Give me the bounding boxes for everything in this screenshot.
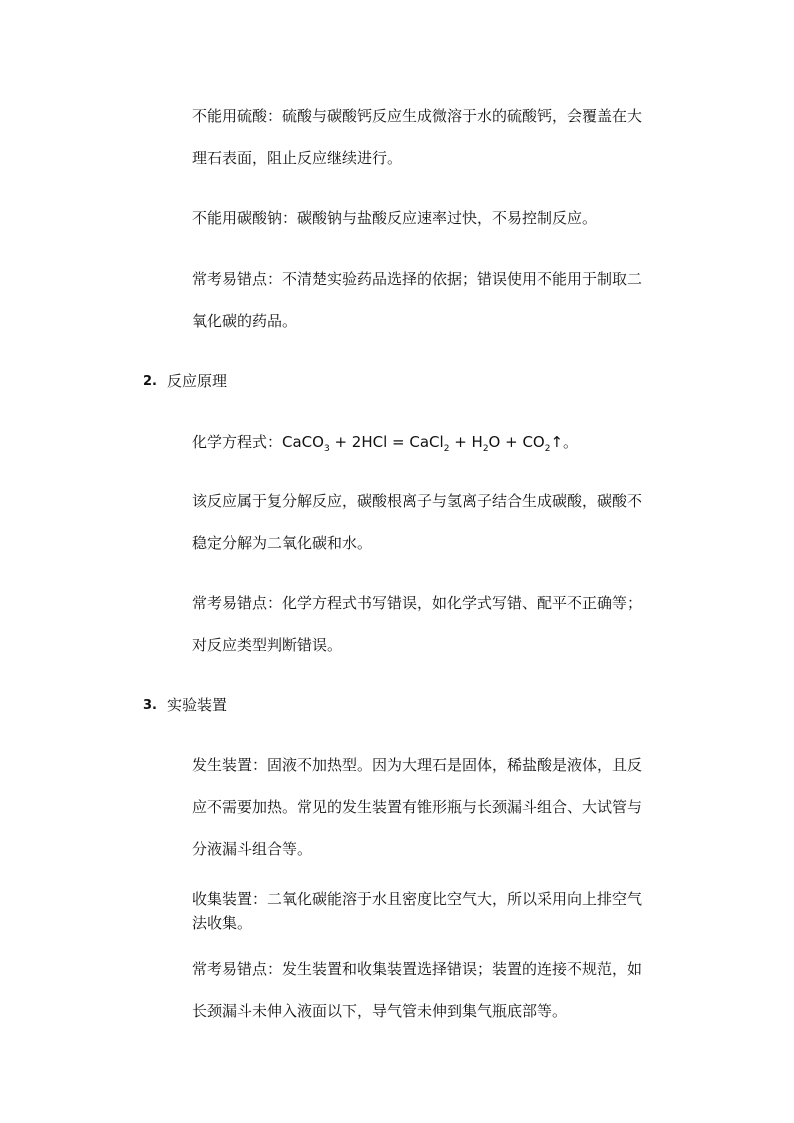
equation-label: 化学方程式： (192, 433, 283, 451)
reaction-line-1: 该反应属于复分解反应，碳酸根离子与氢离子结合生成碳酸，碳酸不 (192, 492, 643, 510)
collector-line-1: 收集装置：二氧化碳能溶于水且密度比空气大，所以采用向上排空气 (192, 890, 643, 908)
generator-line-2: 应不需要加热。常见的发生装置有锥形瓶与长颈漏斗组合、大试管与 (192, 798, 643, 816)
mistake-1-line-2: 氧化碳的药品。 (192, 312, 298, 330)
equation-sub-2b: 2 (482, 444, 489, 454)
equation-caco: CaCO (282, 433, 324, 451)
chemical-equation (192, 432, 578, 452)
mistake-2-line-2: 对反应类型判断错误。 (192, 636, 343, 654)
collector-line-2: 法收集。 (192, 914, 253, 932)
generator-line-3: 分液漏斗组合等。 (192, 840, 313, 858)
section-2-number: 2. (143, 374, 157, 389)
equation-o-plus-co: O + CO (488, 433, 545, 451)
section-2-title: 反应原理 (167, 372, 228, 390)
section-3-title: 实验装置 (167, 696, 228, 714)
mistake-1-line-1: 常考易错点：不清楚实验药品选择的依据；错误使用不能用于制取二 (192, 270, 643, 288)
mistake-3-line-2: 长颈漏斗未伸入液面以下，导气管未伸到集气瓶底部等。 (192, 1002, 568, 1020)
sulfuric-line-2: 理石表面，阻止反应继续进行。 (192, 149, 403, 167)
generator-line-1: 发生装置：固液不加热型。因为大理石是固体，稀盐酸是液体，且反 (192, 756, 643, 774)
equation-sub-3: 3 (323, 444, 330, 454)
equation-sub-2c: 2 (544, 444, 551, 454)
equation-end: ↑。 (550, 433, 579, 451)
sodium-carbonate-line-1: 不能用碳酸钠：碳酸钠与盐酸反应速率过快，不易控制反应。 (192, 209, 598, 227)
equation-plus-hcl: + 2HCl = CaCl (329, 433, 444, 451)
equation-plus-h: + H (449, 433, 483, 451)
mistake-2-line-1: 常考易错点：化学方程式书写错误，如化学式写错、配平不正确等； (192, 594, 643, 612)
equation-sub-2a: 2 (443, 444, 450, 454)
reaction-line-2: 稳定分解为二氧化碳和水。 (192, 534, 373, 552)
section-3-number: 3. (143, 698, 157, 713)
mistake-3-line-1: 常考易错点：发生装置和收集装置选择错误；装置的连接不规范，如 (192, 960, 643, 978)
sulfuric-line-1: 不能用硫酸：硫酸与碳酸钙反应生成微溶于水的硫酸钙，会覆盖在大 (192, 107, 643, 125)
